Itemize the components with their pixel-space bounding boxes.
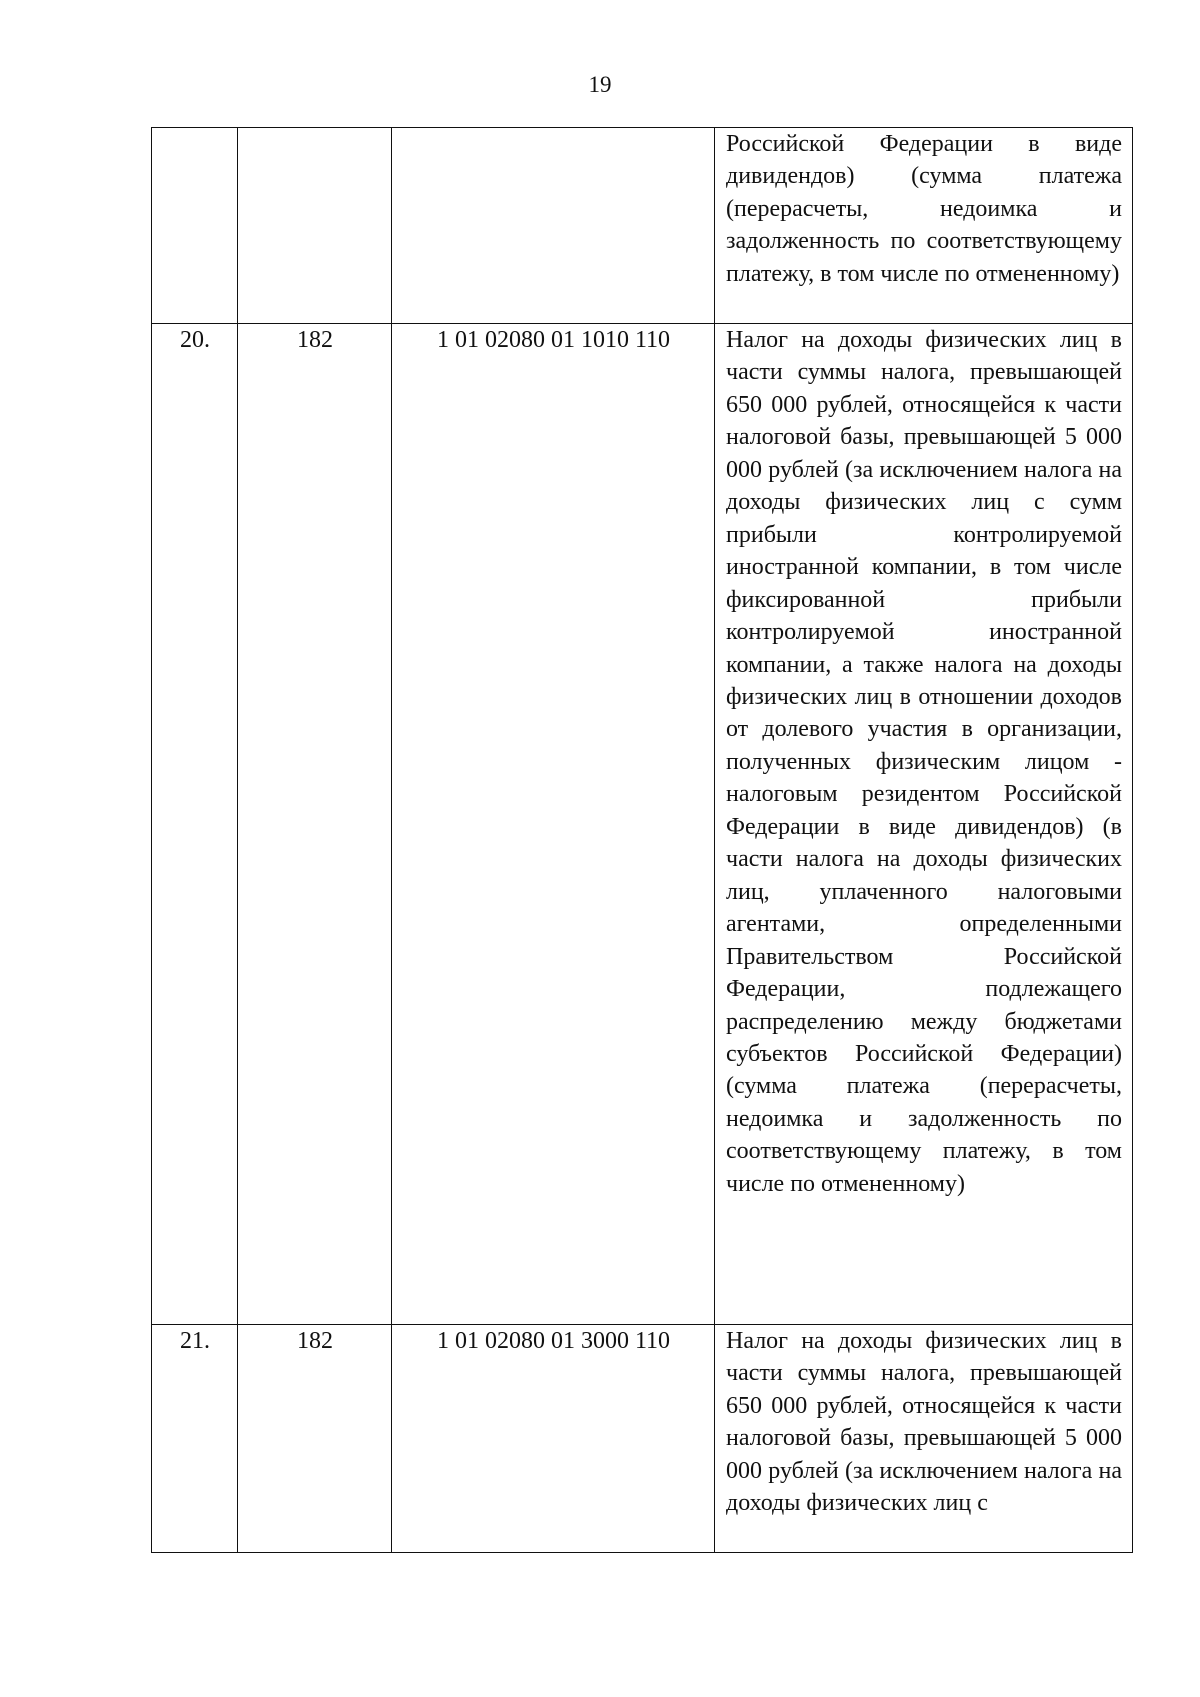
revenue-name-cell [715, 1325, 1133, 1553]
row-number-cell [152, 128, 238, 324]
revenue-name-cell [715, 324, 1133, 1325]
page-number: 19 [588, 72, 612, 97]
table-row [152, 1325, 1133, 1553]
kbk-code-cell: 1 01 02080 01 3000 110 [392, 1325, 715, 1553]
table-row [152, 324, 1133, 1325]
revenue-name-text: Налог на доходы физических лиц в части суммы налога, превышающей 650 000 рублей, относящейся к части налоговой базы, превышающей 5 000 000 рублей (за исключением налога на доходы физических лиц с сумм прибыли контролируемой иностранной компании, в том числе фиксированной прибыли контролируемой иностранной компании, а также налога на доходы физических лиц в отношении доходов от долевого участия в организации, полученных физическим лицом - налоговым резидентом Российской Федерации в виде дивидендов) (в части налога на доходы физических лиц, уплаченного налоговыми агентами, определенными Правительством Российской Федерации, подлежащего распределению между бюджетами субъектов Российской Федерации) (сумма платежа (перерасчеты, недоимка и задолженность по соответствующему платежу, в том числе по отмененному) [726, 327, 1122, 1197]
admin-code-cell [238, 128, 392, 324]
admin-code-cell: 182 [238, 1325, 392, 1553]
row-number-cell: 21. [152, 1325, 238, 1553]
admin-code-cell: 182 [238, 324, 392, 1325]
row-number-cell: 20. [152, 324, 238, 1325]
revenue-name-text: Российской Федерации в виде дивидендов) (сумма платежа (перерасчеты, недоимка и задолженность по соответствующему платежу, в том числе по отмененному) [726, 131, 1122, 287]
kbk-code-cell [392, 128, 715, 324]
revenue-name-cell [715, 128, 1133, 324]
budget-revenue-table [151, 127, 1133, 1553]
revenue-name-text: Налог на доходы физических лиц в части суммы налога, превышающей 650 000 рублей, относящейся к части налоговой базы, превышающей 5 000 000 рублей (за исключением налога на доходы физических лиц с [726, 1328, 1122, 1517]
table-row [152, 128, 1133, 324]
kbk-code-cell: 1 01 02080 01 1010 110 [392, 324, 715, 1325]
